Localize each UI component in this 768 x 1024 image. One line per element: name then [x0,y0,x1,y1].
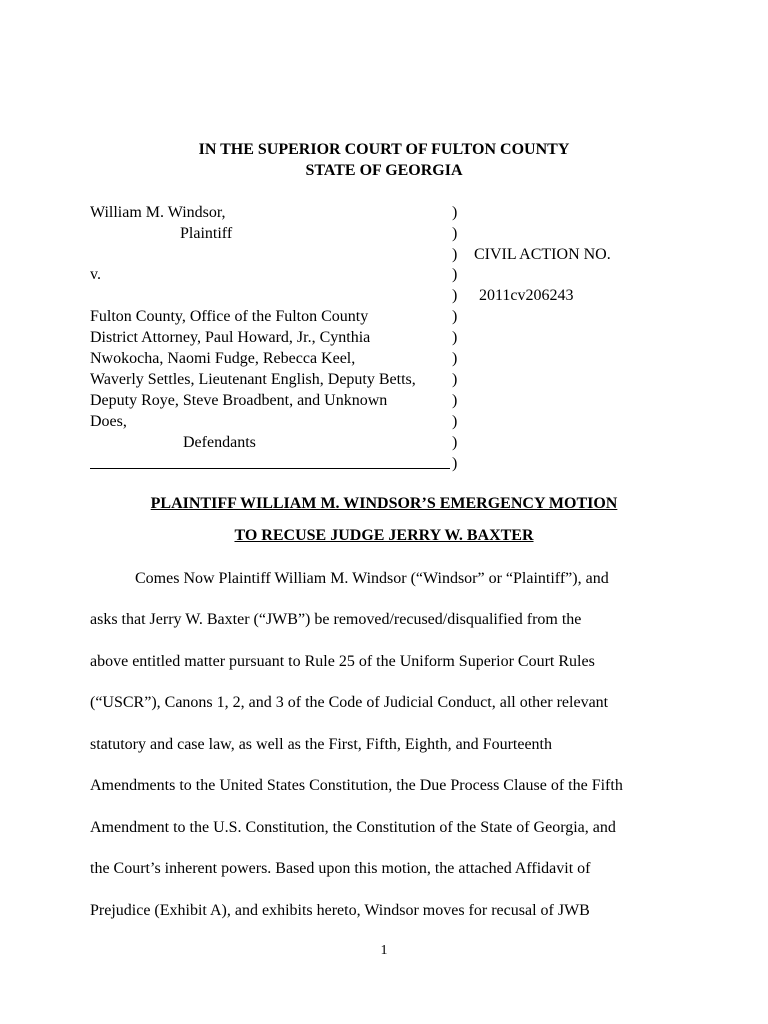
plaintiff-role: Plaintiff [180,225,233,242]
body-line: asks that Jerry W. Baxter (“JWB”) be removed/recused/disqualified from the [90,611,582,628]
body-line: Amendment to the U.S. Constitution, the Constitution of the State of Georgia, and [90,819,616,836]
page-number: 1 [380,943,388,958]
versus: v. [90,266,101,283]
defendant-line: Fulton County, Office of the Fulton County [90,308,369,325]
body-line: statutory and case law, as well as the First, Fifth, Eighth, and Fourteenth [90,736,552,753]
caption-paren: ) [452,204,458,221]
body-line: Prejudice (Exhibit A), and exhibits hereto, Windsor moves for recusal of JWB [90,902,590,919]
caption-paren: ) [452,287,458,304]
defendant-line: Deputy Roye, Steve Broadbent, and Unknown [90,392,388,409]
caption-paren: ) [452,246,458,263]
court-state: STATE OF GEORGIA [305,162,463,179]
body-line: Comes Now Plaintiff William M. Windsor (“Windsor” or “Plaintiff”), and [135,570,609,587]
caption-paren: ) [452,371,458,388]
motion-title-line2: TO RECUSE JUDGE JERRY W. BAXTER [234,527,534,544]
court-name: IN THE SUPERIOR COURT OF FULTON COUNTY [198,141,570,158]
defendant-line: Nwokocha, Naomi Fudge, Rebecca Keel, [90,350,356,367]
caption-paren: ) [452,392,458,409]
case-number: 2011cv206243 [479,287,574,304]
defendant-line: Waverly Settles, Lieutenant English, Deputy Betts, [90,371,416,388]
civil-action-label: CIVIL ACTION NO. [474,246,611,263]
plaintiff-name: William M. Windsor, [90,204,226,221]
caption-paren: ) [452,434,458,451]
defendant-role: Defendants [183,434,256,451]
caption-paren: ) [452,350,458,367]
motion-title-line1: PLAINTIFF WILLIAM M. WINDSOR’S EMERGENCY MOTION [150,495,618,512]
body-line: above entitled matter pursuant to Rule 25 of the Uniform Superior Court Rules [90,653,595,670]
body-line: the Court’s inherent powers. Based upon this motion, the attached Affidavit of [90,860,591,877]
body-line: Amendments to the United States Constitution, the Due Process Clause of the Fifth [90,777,623,794]
caption-paren: ) [452,266,458,283]
body-line: (“USCR”), Canons 1, 2, and 3 of the Code of Judicial Conduct, all other relevant [90,694,609,711]
caption-paren: ) [452,329,458,346]
defendant-line: District Attorney, Paul Howard, Jr., Cynthia [90,329,371,346]
caption-paren: ) [452,225,458,242]
caption-paren: ) [452,308,458,325]
caption-rule [90,468,450,469]
caption-paren: ) [452,455,458,472]
caption-paren: ) [452,413,458,430]
defendant-line: Does, [90,413,127,430]
